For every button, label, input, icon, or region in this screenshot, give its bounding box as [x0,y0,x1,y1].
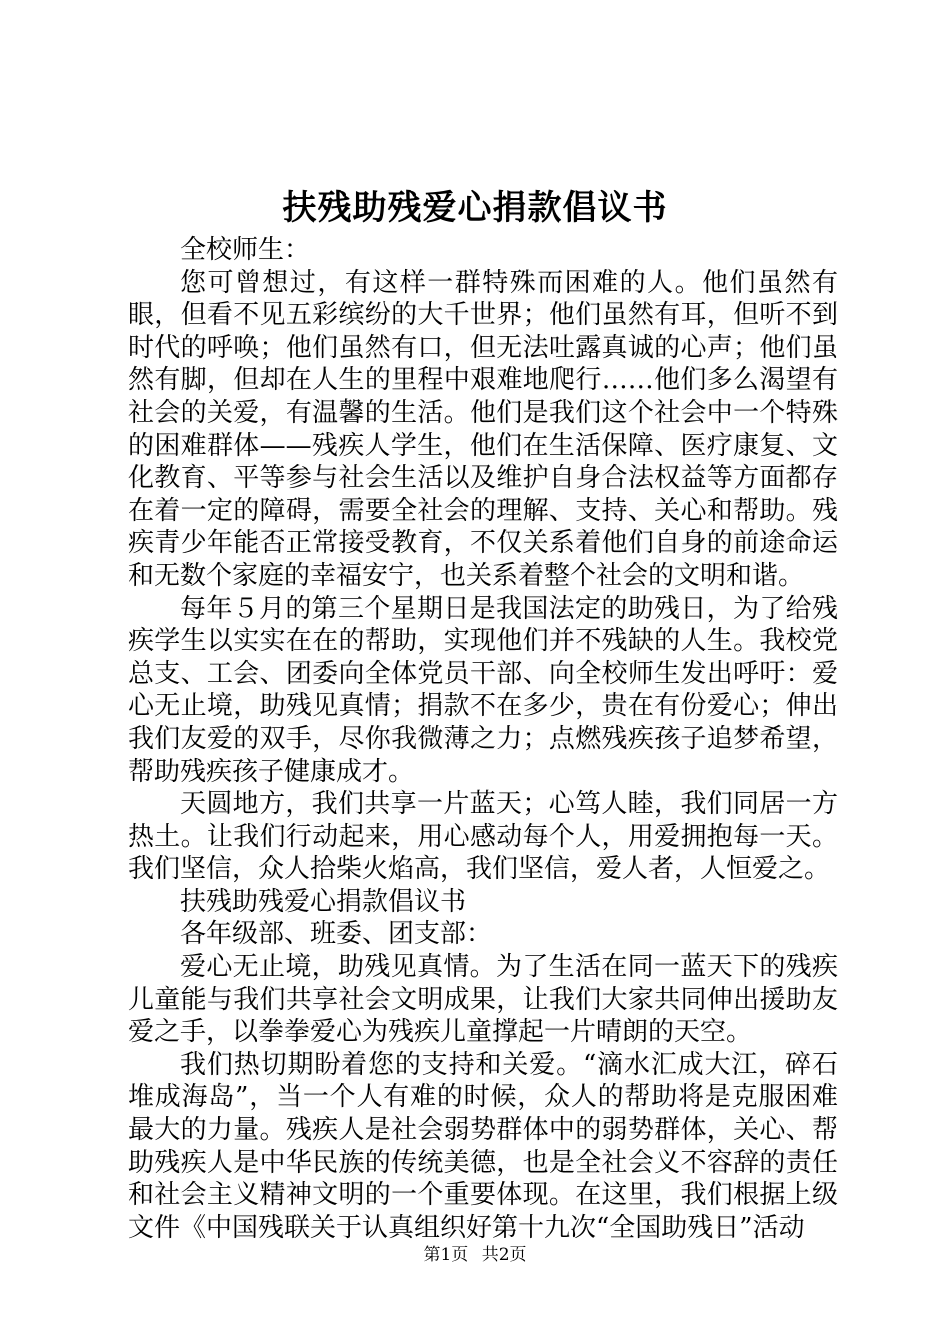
section-heading: 扶残助残爱心捐款倡议书 [180,886,467,917]
body-paragraph: 天圆地方，我们共享一片蓝天；心笃人睦，我们同居一方热土。让我们行动起来，用心感动每个人，用爱拥抱每一天。我们坚信，众人拾柴火焰高，我们坚信，爱人者，人恒爱之。 [128,789,838,885]
document-title: 扶残助残爱心捐款倡议书 [282,188,668,228]
page-footer [0,1243,950,1267]
salutation-paragraph: 各年级部、班委、团支部： [180,919,493,950]
body-paragraph: 您可曾想过，有这样一群特殊而困难的人。他们虽然有眼，但看不见五彩缤纷的大千世界；他们虽然有耳，但听不到时代的呼唤；他们虽然有口，但无法吐露真诚的心声；他们虽然有脚，但却在人生的里程中艰难地爬行……他们多么渴望有社会的关爱，有温馨的生活。他们是我们这个社会中一个特殊的困难群体——残疾人学生，他们在生活保障、医疗康复、文化教育、平等参与社会生活以及维护自身合法权益等方面都存在着一定的障碍，需要全社会的理解、支持、关心和帮助。残疾青少年能否正常接受教育，不仅关系着他们自身的前途命运和无数个家庭的幸福安宁，也关系着整个社会的文明和谐。 [128,267,838,591]
document-body [128,234,838,1244]
body-paragraph: 每年５月的第三个星期日是我国法定的助残日，为了给残疾学生以实实在在的帮助，实现他们并不残缺的人生。我校党总支、工会、团委向全体党员干部、向全校师生发出呼吁：爱心无止境，助残见真情；捐款不在多少，贵在有份爱心；伸出我们友爱的双手，尽你我微薄之力；点燃残疾孩子追梦希望，帮助残疾孩子健康成才。 [128,593,838,787]
body-paragraph: 我们热切期盼着您的支持和关爱。“滴水汇成大江，碎石堆成海岛”，当一个人有难的时候，众人的帮助将是克服困难最大的力量。残疾人是社会弱势群体中的弱势群体，关心、帮助残疾人是中华民族的传统美德，也是全社会义不容辞的责任和社会主义精神文明的一个重要体现。在这里，我们根据上级文件《中国残联关于认真组织好第十九次“全国助残日”活动 [128,1049,838,1243]
body-paragraph: 爱心无止境，助残见真情。为了生活在同一蓝天下的残疾儿童能与我们共享社会文明成果，让我们大家共同伸出援助友爱之手，以拳拳爱心为残疾儿童撑起一片晴朗的天空。 [128,952,838,1048]
salutation-paragraph: 全校师生： [180,235,311,265]
page-number: 第1页 [423,1245,469,1265]
page-total: 共2页 [481,1245,527,1265]
